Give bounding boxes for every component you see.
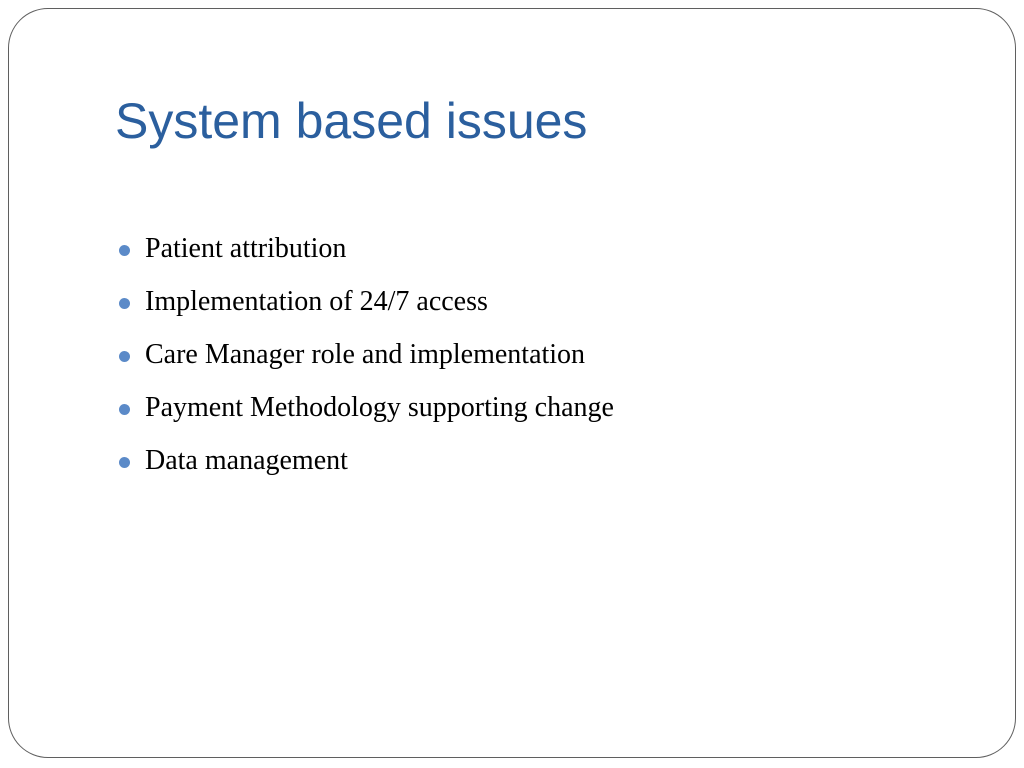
bullet-dot-icon [119, 404, 130, 415]
bullet-text: Implementation of 24/7 access [145, 286, 488, 317]
bullet-item [117, 229, 614, 282]
bullet-text: Patient attribution [145, 233, 347, 264]
bullet-item [117, 282, 614, 335]
bullet-list [117, 229, 614, 494]
bullet-dot-icon [119, 245, 130, 256]
slide-title: System based issues [115, 93, 588, 149]
bullet-item [117, 335, 614, 388]
bullet-dot-icon [119, 457, 130, 468]
bullet-dot-icon [119, 351, 130, 362]
bullet-dot-icon [119, 298, 130, 309]
bullet-text: Payment Methodology supporting change [145, 392, 614, 423]
bullet-item [117, 441, 614, 494]
bullet-item [117, 388, 614, 441]
bullet-text: Data management [145, 445, 348, 476]
slide-frame [8, 8, 1016, 758]
bullet-text: Care Manager role and implementation [145, 339, 586, 370]
